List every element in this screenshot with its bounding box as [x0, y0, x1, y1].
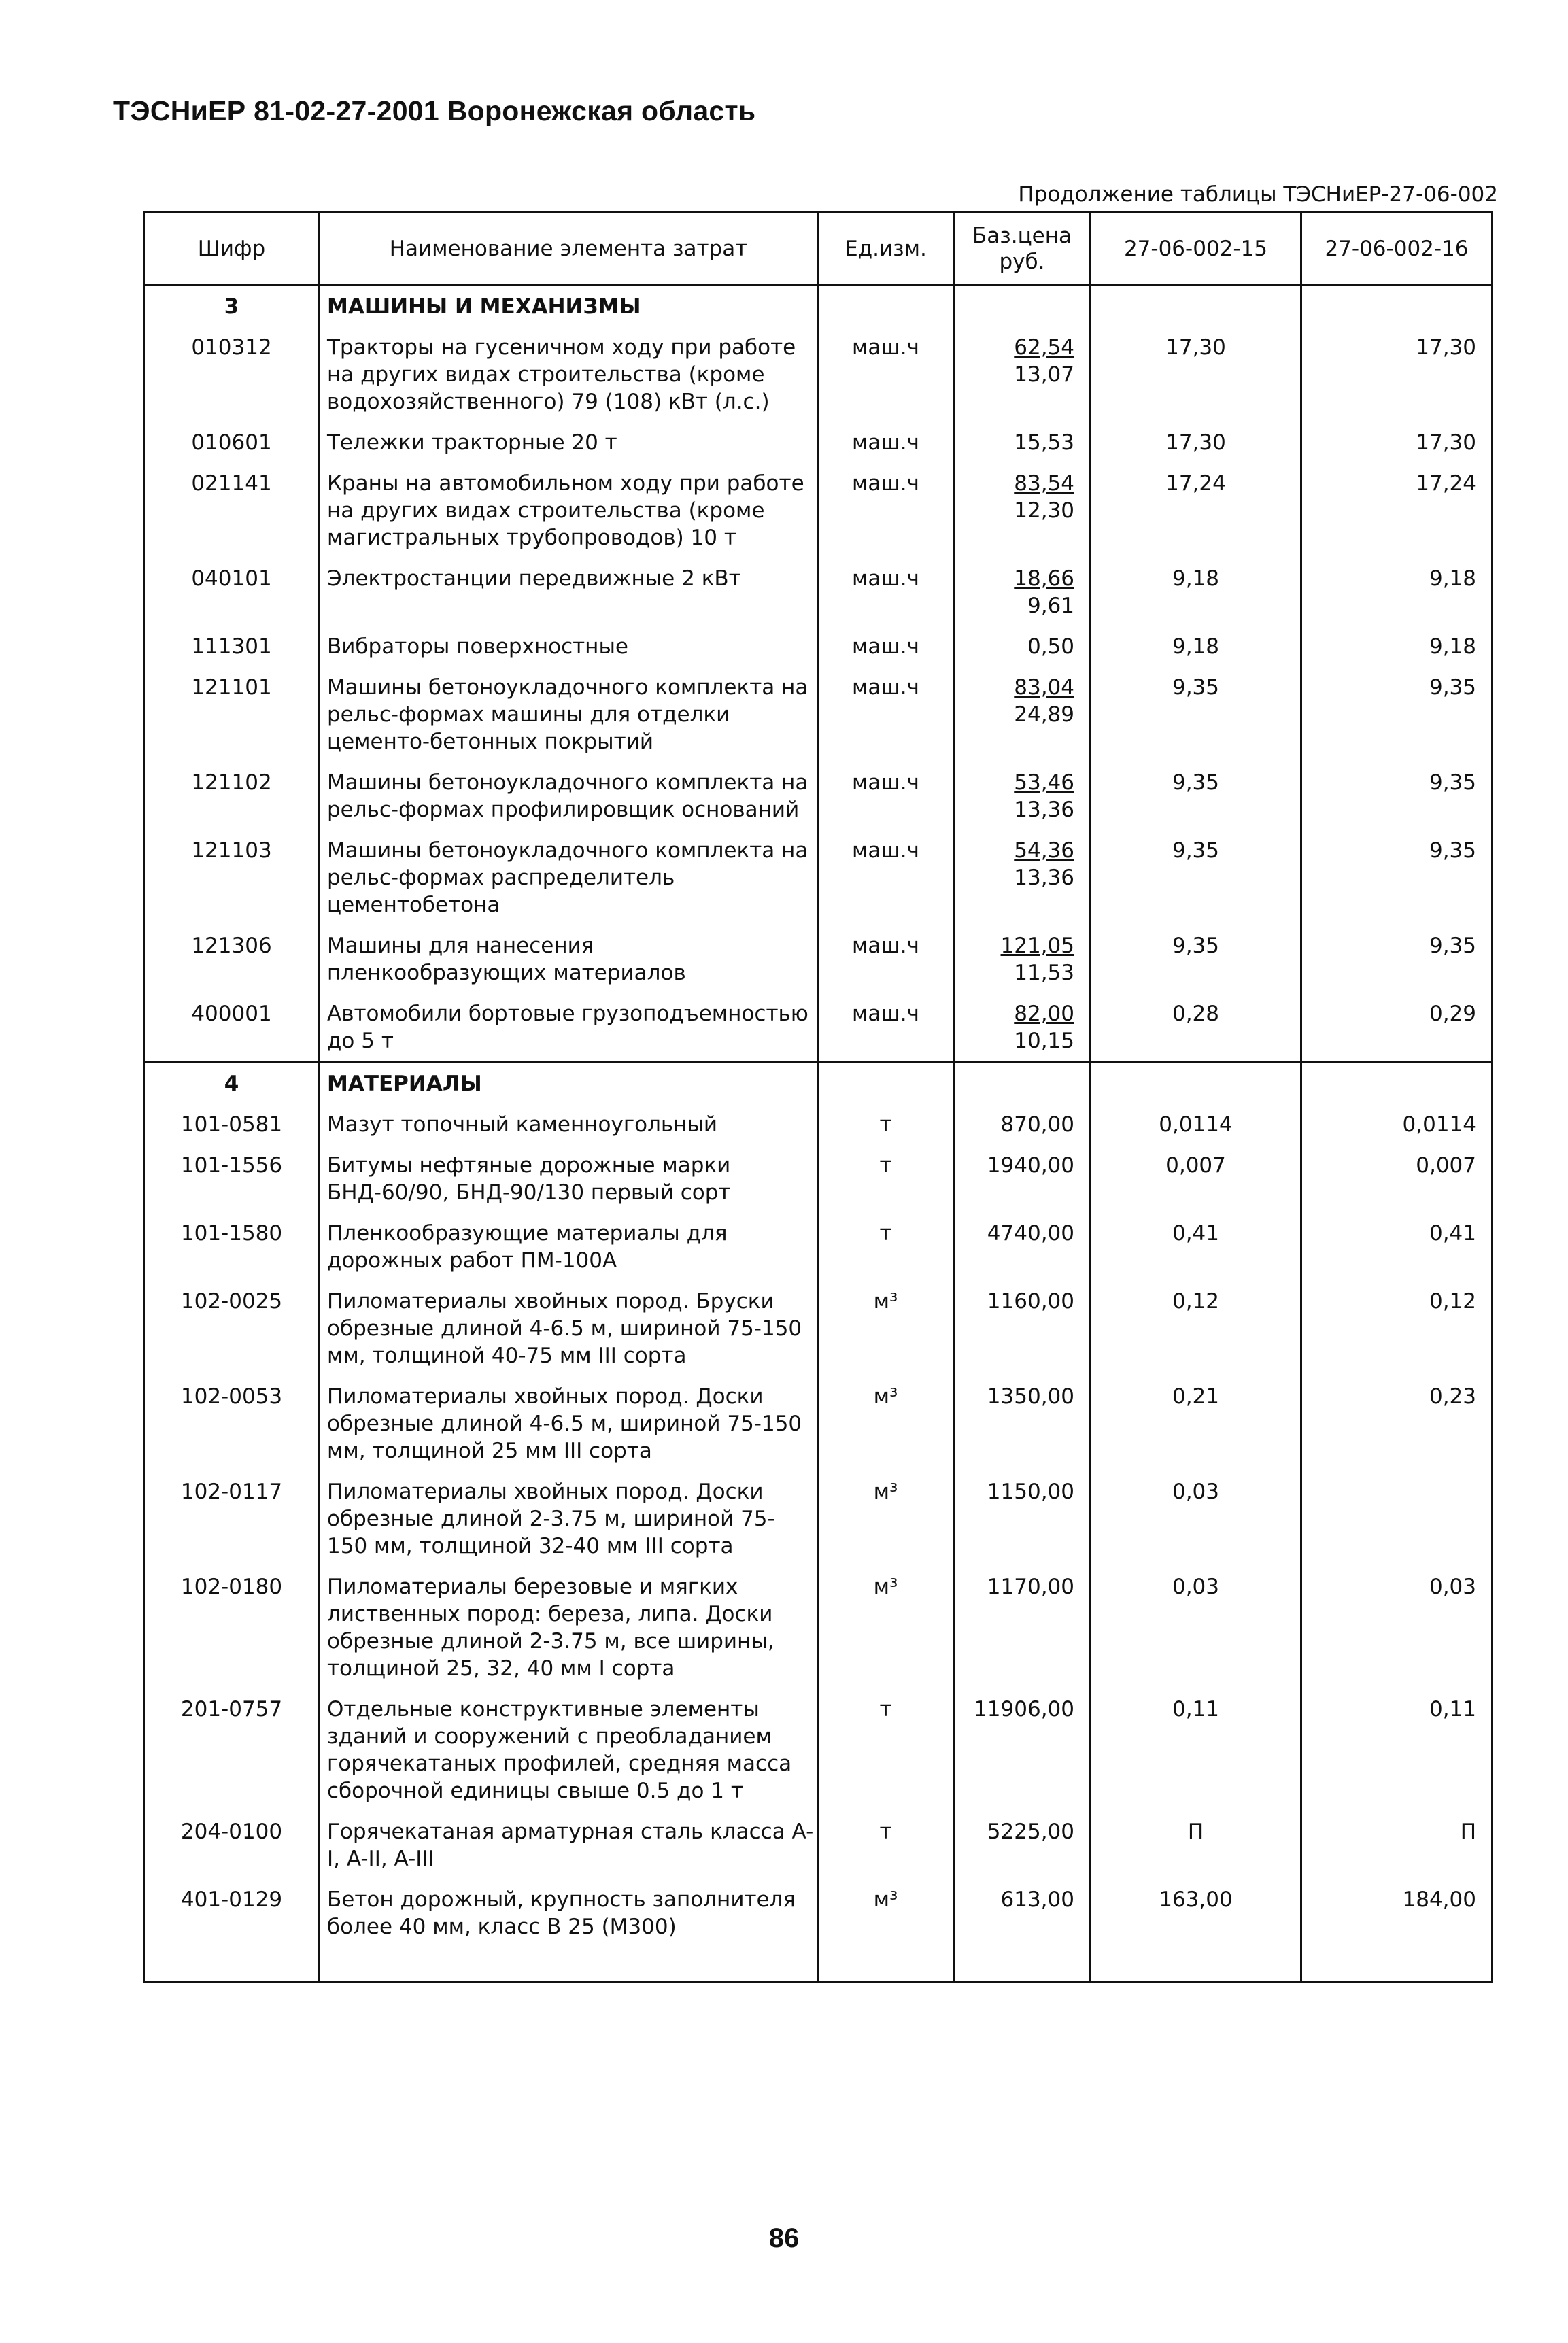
base-price: 54,36 [1014, 838, 1074, 863]
norm-15-value: 9,35 [1091, 830, 1301, 925]
base-price: 62,54 [1014, 335, 1074, 360]
base-price-wages: 11,53 [1014, 961, 1074, 985]
table-row [144, 463, 1493, 558]
base-price-cell [954, 1689, 1091, 1811]
table-row [144, 993, 1493, 1063]
table-row [144, 1281, 1493, 1376]
cost-code: 401-0129 [144, 1879, 320, 1983]
unit-of-measure: маш.ч [818, 558, 954, 626]
cost-element-name: Вибраторы поверхностные [320, 626, 818, 667]
base-price-cell [954, 463, 1091, 558]
norm-15-value: П [1091, 1811, 1301, 1879]
unit-of-measure: т [818, 1145, 954, 1213]
norm-15-value: 0,41 [1091, 1213, 1301, 1281]
cost-code: 010312 [144, 327, 320, 422]
base-price-cell [954, 667, 1091, 762]
norm-15-value: 9,18 [1091, 626, 1301, 667]
unit-of-measure: маш.ч [818, 463, 954, 558]
cost-code: 102-0180 [144, 1567, 320, 1689]
base-price: 1150,00 [987, 1480, 1074, 1504]
page-number: 86 [768, 2223, 800, 2253]
cost-code: 101-1556 [144, 1145, 320, 1213]
cost-element-name: Пиломатериалы хвойных пород. Доски обрезные длиной 4-6.5 м, шириной 75-150 мм, толщиной 25 мм III сорта [320, 1376, 818, 1471]
cost-element-name: Пиломатериалы березовые и мягких лиственных пород: береза, липа. Доски обрезные длиной 2-3.75 м, все ширины, толщиной 25, 32, 40 мм I сорта [320, 1567, 818, 1689]
unit-of-measure: маш.ч [818, 830, 954, 925]
column-header-norm-15: 27-06-002-15 [1091, 213, 1301, 286]
norm-15-value: 0,21 [1091, 1376, 1301, 1471]
cost-elements-table [143, 211, 1493, 1983]
base-price-wages: 13,07 [1014, 362, 1074, 387]
norm-16-value: 0,23 [1301, 1376, 1493, 1471]
norm-15-value: 9,18 [1091, 558, 1301, 626]
norm-16-value: 9,35 [1301, 667, 1493, 762]
norm-16-value: 0,11 [1301, 1689, 1493, 1811]
unit-of-measure: маш.ч [818, 925, 954, 993]
table-row [144, 830, 1493, 925]
unit-of-measure: т [818, 1689, 954, 1811]
table-row [144, 1145, 1493, 1213]
norm-16-value: 17,30 [1301, 327, 1493, 422]
unit-of-measure: маш.ч [818, 327, 954, 422]
base-price-cell [954, 993, 1091, 1063]
column-header-name: Наименование элемента затрат [320, 213, 818, 286]
unit-of-measure: маш.ч [818, 762, 954, 830]
norm-15-value: 17,24 [1091, 463, 1301, 558]
norm-15-value: 17,30 [1091, 327, 1301, 422]
cost-element-name: Машины бетоноукладочного комплекта на рельс-формах машины для отделки цементо-бетонных покрытий [320, 667, 818, 762]
base-price: 11906,00 [974, 1697, 1074, 1722]
cost-code: 101-1580 [144, 1213, 320, 1281]
base-price-wages: 13,36 [1014, 866, 1074, 890]
base-price-wages: 12,30 [1014, 498, 1074, 523]
base-price-cell [954, 1879, 1091, 1983]
norm-16-value: 0,03 [1301, 1567, 1493, 1689]
cost-element-name: Пленкообразующие материалы для дорожных работ ПМ-100А [320, 1213, 818, 1281]
norm-15-value: 9,35 [1091, 762, 1301, 830]
cost-element-name: Электростанции передвижные 2 кВт [320, 558, 818, 626]
cost-element-name: Пиломатериалы хвойных пород. Доски обрезные длиной 2-3.75 м, шириной 75-150 мм, толщиной 32-40 мм III сорта [320, 1471, 818, 1567]
norm-16-value: 9,35 [1301, 830, 1493, 925]
base-price-cell [954, 1376, 1091, 1471]
table-row [144, 1811, 1493, 1879]
base-price: 15,53 [1014, 430, 1074, 455]
base-price-cell [954, 1281, 1091, 1376]
base-price-wages: 24,89 [1014, 702, 1074, 727]
norm-16-value: 0,29 [1301, 993, 1493, 1063]
unit-of-measure: т [818, 1213, 954, 1281]
norm-16-value: 0,12 [1301, 1281, 1493, 1376]
norm-16-value: 17,30 [1301, 422, 1493, 463]
base-price-cell [954, 925, 1091, 993]
cost-code: 102-0117 [144, 1471, 320, 1567]
cost-code: 121306 [144, 925, 320, 993]
table-row [144, 1471, 1493, 1567]
section-row [144, 286, 1493, 328]
base-price-cell [954, 1567, 1091, 1689]
cost-code: 201-0757 [144, 1689, 320, 1811]
table-row [144, 1213, 1493, 1281]
cost-code: 121103 [144, 830, 320, 925]
table-row [144, 626, 1493, 667]
base-price: 82,00 [1014, 1002, 1074, 1026]
base-price-wages: 10,15 [1014, 1029, 1074, 1053]
section-code: 4 [144, 1063, 320, 1105]
column-header-price [954, 213, 1091, 286]
norm-15-value: 163,00 [1091, 1879, 1301, 1983]
unit-of-measure: маш.ч [818, 422, 954, 463]
norm-16-value: 9,18 [1301, 558, 1493, 626]
table-header-row [144, 213, 1493, 286]
base-price-cell [954, 558, 1091, 626]
base-price-cell [954, 626, 1091, 667]
table-row [144, 1879, 1493, 1983]
table-row [144, 1104, 1493, 1145]
norm-16-value: 9,18 [1301, 626, 1493, 667]
cost-code: 204-0100 [144, 1811, 320, 1879]
unit-of-measure: т [818, 1811, 954, 1879]
table-row [144, 1567, 1493, 1689]
cost-code: 111301 [144, 626, 320, 667]
base-price-cell [954, 1145, 1091, 1213]
cost-element-name: Мазут топочный каменноугольный [320, 1104, 818, 1145]
unit-of-measure: м³ [818, 1471, 954, 1567]
table-row [144, 1689, 1493, 1811]
base-price-cell [954, 327, 1091, 422]
base-price: 1350,00 [987, 1384, 1074, 1409]
cost-element-name: Тележки тракторные 20 т [320, 422, 818, 463]
base-price-cell [954, 762, 1091, 830]
table-row [144, 1376, 1493, 1471]
cost-element-name: Краны на автомобильном ходу при работе на других видах строительства (кроме магистральных трубопроводов) 10 т [320, 463, 818, 558]
base-price-cell [954, 1104, 1091, 1145]
unit-of-measure: м³ [818, 1567, 954, 1689]
norm-15-value: 17,30 [1091, 422, 1301, 463]
cost-element-name: Бетон дорожный, крупность заполнителя более 40 мм, класс B 25 (М300) [320, 1879, 818, 1983]
norm-16-value: 0,007 [1301, 1145, 1493, 1213]
norm-15-value: 0,11 [1091, 1689, 1301, 1811]
base-price: 83,54 [1014, 471, 1074, 496]
cost-code: 040101 [144, 558, 320, 626]
cost-code: 102-0025 [144, 1281, 320, 1376]
table-row [144, 925, 1493, 993]
norm-16-value: 0,0114 [1301, 1104, 1493, 1145]
unit-of-measure: маш.ч [818, 993, 954, 1063]
base-price-cell [954, 1213, 1091, 1281]
cost-code: 102-0053 [144, 1376, 320, 1471]
base-price-wages: 9,61 [1027, 594, 1074, 618]
norm-15-value: 0,12 [1091, 1281, 1301, 1376]
unit-of-measure: м³ [818, 1879, 954, 1983]
cost-element-name: Отдельные конструктивные элементы зданий и сооружений с преобладанием горячекатаных профилей, средняя масса сборочной единицы свыше 0.5 до 1 т [320, 1689, 818, 1811]
norm-15-value: 0,0114 [1091, 1104, 1301, 1145]
cost-element-name: Битумы нефтяные дорожные марки БНД-60/90, БНД-90/130 первый сорт [320, 1145, 818, 1213]
cost-element-name: Тракторы на гусеничном ходу при работе на других видах строительства (кроме водохозяйственного) 79 (108) кВт (л.с.) [320, 327, 818, 422]
base-price-cell [954, 1811, 1091, 1879]
base-price: 121,05 [1000, 934, 1074, 958]
unit-of-measure: т [818, 1104, 954, 1145]
section-title: МАТЕРИАЛЫ [320, 1063, 818, 1105]
base-price: 5225,00 [987, 1819, 1074, 1844]
base-price: 1160,00 [987, 1289, 1074, 1314]
norm-16-value: 17,24 [1301, 463, 1493, 558]
cost-code: 101-0581 [144, 1104, 320, 1145]
base-price: 18,66 [1014, 566, 1074, 591]
cost-element-name: Горячекатаная арматурная сталь класса A-I, A-II, A-III [320, 1811, 818, 1879]
table-row [144, 667, 1493, 762]
cost-code: 121102 [144, 762, 320, 830]
base-price: 83,04 [1014, 675, 1074, 700]
base-price: 4740,00 [987, 1221, 1074, 1246]
table-row [144, 762, 1493, 830]
cost-code: 400001 [144, 993, 320, 1063]
base-price-cell [954, 422, 1091, 463]
section-title: МАШИНЫ И МЕХАНИЗМЫ [320, 286, 818, 328]
norm-16-value [1301, 1471, 1493, 1567]
norm-16-value: П [1301, 1811, 1493, 1879]
cost-code: 010601 [144, 422, 320, 463]
table-row [144, 422, 1493, 463]
column-header-code: Шифр [144, 213, 320, 286]
base-price: 0,50 [1027, 634, 1074, 659]
base-price-wages: 13,36 [1014, 798, 1074, 822]
norm-16-value: 9,35 [1301, 762, 1493, 830]
norm-15-value: 0,007 [1091, 1145, 1301, 1213]
unit-of-measure: маш.ч [818, 667, 954, 762]
unit-of-measure: м³ [818, 1281, 954, 1376]
cost-code: 021141 [144, 463, 320, 558]
norm-15-value: 0,28 [1091, 993, 1301, 1063]
base-price: 870,00 [1000, 1112, 1074, 1137]
section-row [144, 1063, 1493, 1105]
document-title: ТЭСНиЕР 81-02-27-2001 Воронежская область [113, 95, 756, 126]
column-header-unit: Ед.изм. [818, 213, 954, 286]
cost-element-name: Машины бетоноукладочного комплекта на рельс-формах профилировщик оснований [320, 762, 818, 830]
column-header-norm-16: 27-06-002-16 [1301, 213, 1493, 286]
unit-of-measure: м³ [818, 1376, 954, 1471]
cost-element-name: Машины бетоноукладочного комплекта на рельс-формах распределитель цементобетона [320, 830, 818, 925]
section-code: 3 [144, 286, 320, 328]
cost-element-name: Пиломатериалы хвойных пород. Бруски обрезные длиной 4-6.5 м, шириной 75-150 мм, толщиной 40-75 мм III сорта [320, 1281, 818, 1376]
norm-16-value: 9,35 [1301, 925, 1493, 993]
base-price: 613,00 [1000, 1887, 1074, 1912]
cost-element-name: Машины для нанесения пленкообразующих материалов [320, 925, 818, 993]
table-row [144, 558, 1493, 626]
table-row [144, 327, 1493, 422]
base-price-cell [954, 1471, 1091, 1567]
cost-element-name: Автомобили бортовые грузоподъемностью до 5 т [320, 993, 818, 1063]
table-body [144, 286, 1493, 1983]
table-continuation-label: Продолжение таблицы ТЭСНиЕР-27-06-002 [1018, 182, 1498, 207]
norm-15-value: 0,03 [1091, 1567, 1301, 1689]
norm-16-value: 184,00 [1301, 1879, 1493, 1983]
column-header-price-text: Баз.цена руб. [972, 224, 1072, 274]
norm-15-value: 9,35 [1091, 925, 1301, 993]
norm-16-value: 0,41 [1301, 1213, 1493, 1281]
cost-code: 121101 [144, 667, 320, 762]
base-price: 1940,00 [987, 1153, 1074, 1178]
norm-15-value: 9,35 [1091, 667, 1301, 762]
norm-15-value: 0,03 [1091, 1471, 1301, 1567]
base-price: 53,46 [1014, 770, 1074, 795]
unit-of-measure: маш.ч [818, 626, 954, 667]
base-price-cell [954, 830, 1091, 925]
base-price: 1170,00 [987, 1575, 1074, 1599]
